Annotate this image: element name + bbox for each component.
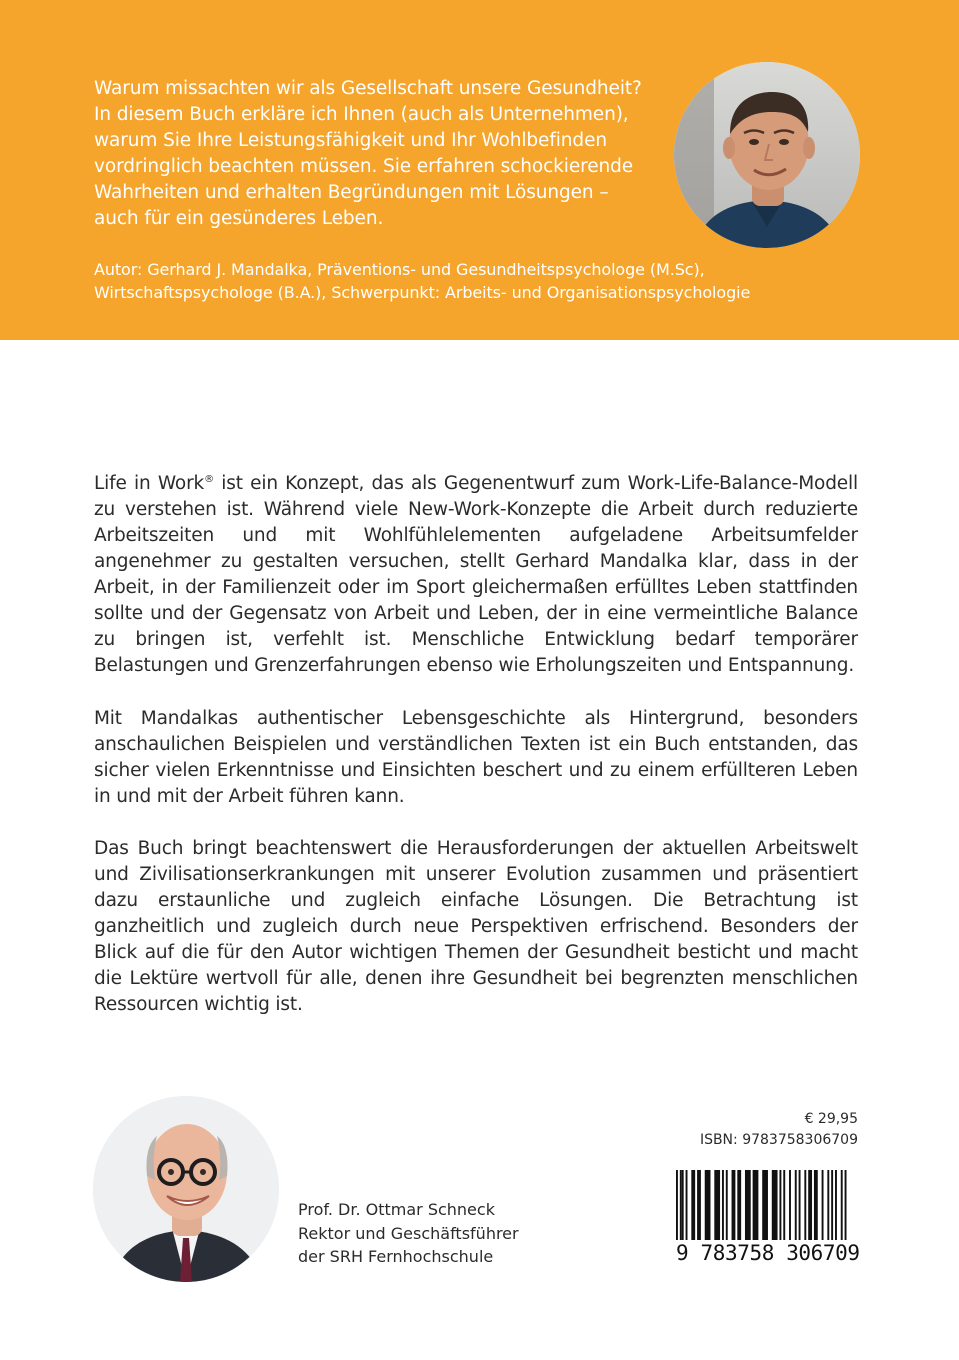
intro-line: vordringlich beachten müssen. Sie erfahren schockierende bbox=[94, 156, 634, 177]
endorser-credit bbox=[298, 1198, 519, 1269]
barcode-bar bbox=[841, 1170, 843, 1240]
author-line: Autor: Gerhard J. Mandalka, Präventions- und Gesundheitspsychologe (M.Sc), bbox=[94, 260, 705, 279]
barcode-bar bbox=[676, 1170, 678, 1240]
barcode-bar bbox=[845, 1170, 847, 1240]
barcode-bar bbox=[705, 1170, 711, 1240]
author-line: Wirtschaftspsychologe (B.A.), Schwerpunkt: Arbeits- und Organisationspsychologie bbox=[94, 283, 751, 302]
barcode-bar bbox=[753, 1170, 759, 1240]
barcode-bar bbox=[814, 1170, 818, 1240]
barcode-bar bbox=[827, 1170, 829, 1240]
barcode-bar bbox=[795, 1170, 797, 1240]
intro-line: In diesem Buch erkläre ich Ihnen (auch als Unternehmen), bbox=[94, 104, 629, 125]
endorser-name: Prof. Dr. Ottmar Schneck bbox=[298, 1200, 495, 1219]
barcode-bar bbox=[808, 1170, 812, 1240]
price: € 29,95 bbox=[804, 1111, 858, 1127]
endorser-portrait bbox=[93, 1096, 279, 1282]
description-paragraph-3: Das Buch bringt beachtenswert die Herausforderungen der aktuellen Arbeitswelt und Zivilisationserkrankungen mit unserer Evolution zusammen und präsentiert dazu erstaunliche und zugleich einfache Lösungen. Die Betrachtung ist ganzheitlich und zugleich durch neue Perspektiven erfrischend. Besonders der Blick auf die für den Autor wichtigen Themen der Gesundheit besticht und macht die Lektüre wertvoll für alle, denen ihre Gesundheit bei begrenzten menschlichen Ressourcen wichtig ist. bbox=[94, 838, 858, 1015]
barcode-bar bbox=[779, 1170, 781, 1240]
barcode-bar bbox=[783, 1170, 785, 1240]
paragraph-text: ist ein Konzept, das als Gegenentwurf zum Work-Life-Balance-Modell zu verstehen ist. Während viele New-Work-Konzepte die Arbeit durch reduzierte Arbeitszeiten und mit Wohlfühlelementen aufgeladene Arbeitsumfelder angenehmer zu gestalten versuchen, stellt Gerhard Mandalka klar, dass in der Arbeit, in der Familienzeit oder im Sport gleichermaßen erfülltes Leben stattfinden sollte und der Gegensatz von Arbeit und Leben, der in eine vermeintliche Balance zu bringen ist, verfehlt ist. Menschliche Entwicklung bedarf temporärer Belastungen und Grenzerfahrungen ebenso wie Erholungszeiten und Entspannung. bbox=[94, 473, 859, 676]
barcode-bar bbox=[831, 1170, 833, 1240]
barcode-bar bbox=[772, 1170, 778, 1240]
author-credit bbox=[94, 258, 874, 304]
registered-mark: ® bbox=[204, 473, 214, 485]
intro-line: warum Sie Ihre Leistungsfähigkeit und Ihr Wohlbefinden bbox=[94, 130, 607, 151]
barcode-bar bbox=[737, 1170, 741, 1240]
concept-title: Life in Work bbox=[94, 473, 205, 494]
barcode-bar bbox=[822, 1170, 824, 1240]
description-paragraph-1 bbox=[94, 471, 858, 679]
barcode-bar bbox=[745, 1170, 751, 1240]
isbn: ISBN: 9783758306709 bbox=[699, 1132, 858, 1148]
intro-text bbox=[94, 76, 664, 232]
barcode-bars bbox=[676, 1170, 858, 1240]
barcode-bar bbox=[732, 1170, 736, 1240]
endorser-organization: der SRH Fernhochschule bbox=[298, 1247, 494, 1266]
barcode-bar bbox=[762, 1170, 768, 1240]
intro-line: Warum missachten wir als Gesellschaft unsere Gesundheit? bbox=[94, 78, 642, 99]
barcode-bar bbox=[835, 1170, 837, 1240]
barcode-bar bbox=[686, 1170, 688, 1240]
barcode-bar bbox=[789, 1170, 791, 1240]
barcode-bar bbox=[680, 1170, 682, 1240]
intro-line: auch für ein gesünderes Leben. bbox=[94, 208, 384, 229]
barcode-bar bbox=[682, 1170, 684, 1240]
author-portrait bbox=[674, 62, 860, 248]
barcode-bar bbox=[697, 1170, 701, 1240]
description-paragraph-2: Mit Mandalkas authentischer Lebensgeschichte als Hintergrund, besonders anschaulichen Beispielen und verständlichen Texten ist ein Buch entstanden, das sicher vielen Erkenntnisse und Einsichten beschert und zu einem erfüllteren Leben in und mit der Arbeit führen kann. bbox=[94, 708, 858, 807]
barcode-bar bbox=[691, 1170, 695, 1240]
endorser-role: Rektor und Geschäftsführer bbox=[298, 1223, 519, 1243]
barcode-bar bbox=[799, 1170, 801, 1240]
barcode-bar bbox=[804, 1170, 806, 1240]
barcode-bar bbox=[722, 1170, 724, 1240]
barcode-bar bbox=[726, 1170, 728, 1240]
barcode-digits: 9 783758 306709 bbox=[672, 1240, 862, 1266]
intro-line: Wahrheiten und erhalten Begründungen mit Lösungen – bbox=[94, 182, 609, 203]
barcode-bar bbox=[714, 1170, 720, 1240]
